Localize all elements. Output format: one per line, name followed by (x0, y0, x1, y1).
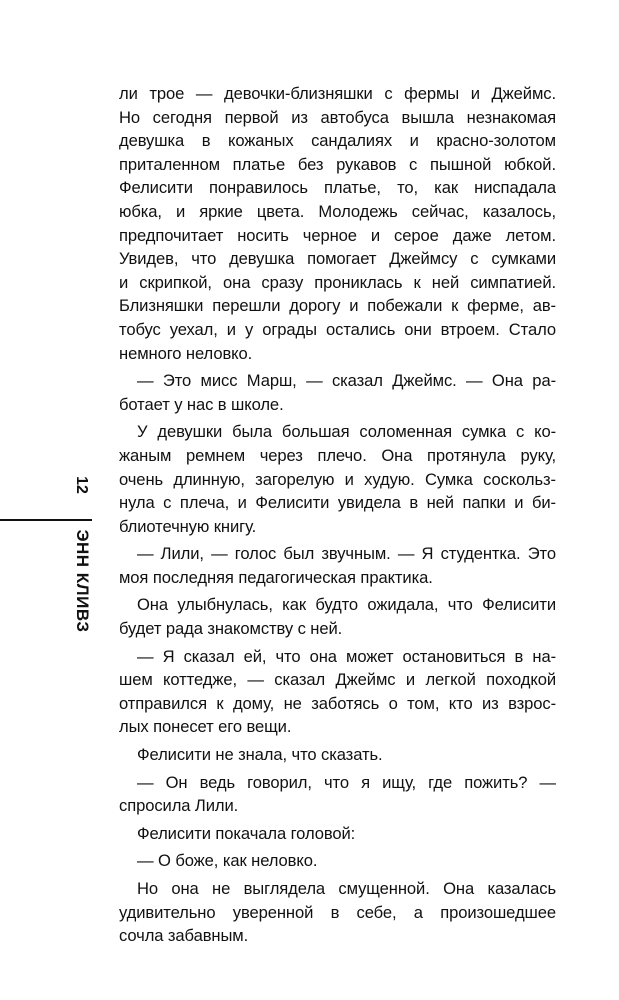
text-line: очень длинную, загорелую и худую. Сумка соскольз- (119, 469, 556, 489)
text-line: ботает у нас в школе. (119, 394, 284, 414)
text-line: — О боже, как неловко. (137, 851, 318, 871)
text-line: ли трое — девочки-близняшки с фермы и Джеймс. (119, 84, 556, 103)
running-head-author: ЭНН КЛИВЗ (73, 529, 92, 633)
text-line: — Это мисс Марш, — сказал Джеймс. — Она ра- (137, 371, 556, 391)
text-line: лых понесет его вещи. (119, 717, 292, 737)
paragraph (119, 849, 556, 873)
text-line: шем коттедже, — сказал Джеймс и легкой походкой (119, 670, 556, 690)
text-line: спросила Лили. (119, 796, 239, 816)
text-line: Фелисити не знала, что сказать. (137, 745, 383, 765)
paragraph (119, 420, 556, 538)
text-line: нула с плеча, и Фелисити увидела в ней папки и би- (119, 493, 556, 513)
text-line: Но сегодня первой из автобуса вышла незнакомая (119, 107, 556, 127)
page-number: 12 (73, 476, 90, 494)
text-line: сочла забавным. (119, 926, 249, 946)
text-line: немного неловко. (119, 343, 253, 363)
text-line: Фелисити покачала головой: (137, 823, 356, 843)
body-text (119, 82, 556, 948)
paragraph (119, 645, 556, 739)
text-line: жаным ремнем через плечо. Она протянула руку, (119, 445, 556, 465)
text-line: отправился к дому, не заботясь о том, кто из взрос- (119, 693, 556, 713)
text-line: тобус уехал, и у ограды остались они втроем. Стало (119, 319, 556, 339)
text-line: У девушки была большая соломенная сумка с ко- (137, 422, 556, 442)
text-line: предпочитает носить черное и серое даже летом. (119, 225, 556, 245)
text-line: будет рада знакомству с ней. (119, 619, 343, 639)
text-line: — Он ведь говорил, что я ищу, где пожить? — (137, 772, 556, 792)
text-line: приталенном платье без рукавов с пышной юбкой. (119, 154, 556, 174)
paragraph (119, 743, 556, 767)
text-line: Близняшки перешли дорогу и побежали к ферме, ав- (119, 296, 556, 316)
text-line: — Я сказал ей, что она может остановиться в на- (137, 646, 556, 666)
paragraph (119, 82, 556, 365)
text-line: удивительно уверенной в себе, а произошедшее (119, 902, 556, 922)
paragraph (119, 542, 556, 589)
margin-rule (0, 519, 92, 521)
text-line: и скрипкой, она сразу прониклась к ней симпатией. (119, 272, 556, 292)
text-line: Фелисити понравилось платье, то, как ниспадала (119, 178, 556, 198)
text-line: Но она не выглядела смущенной. Она казалась (137, 879, 556, 898)
paragraph (119, 771, 556, 818)
text-line: юбка, и яркие цвета. Молодежь сейчас, казалось, (119, 201, 556, 221)
paragraph (119, 369, 556, 416)
text-line: Она улыбнулась, как будто ожидала, что Фелисити (137, 595, 556, 615)
text-line: — Лили, — голос был звучным. — Я студентка. Это (137, 544, 556, 564)
paragraph (119, 593, 556, 640)
text-line: моя последняя педагогическая практика. (119, 567, 433, 587)
paragraph (119, 822, 556, 846)
paragraph (119, 877, 556, 948)
text-line: блиотечную книгу. (119, 516, 257, 536)
text-line: Увидев, что девушка помогает Джеймсу с сумками (119, 249, 556, 269)
text-line: девушка в кожаных сандалиях и красно-золотом (119, 131, 556, 151)
